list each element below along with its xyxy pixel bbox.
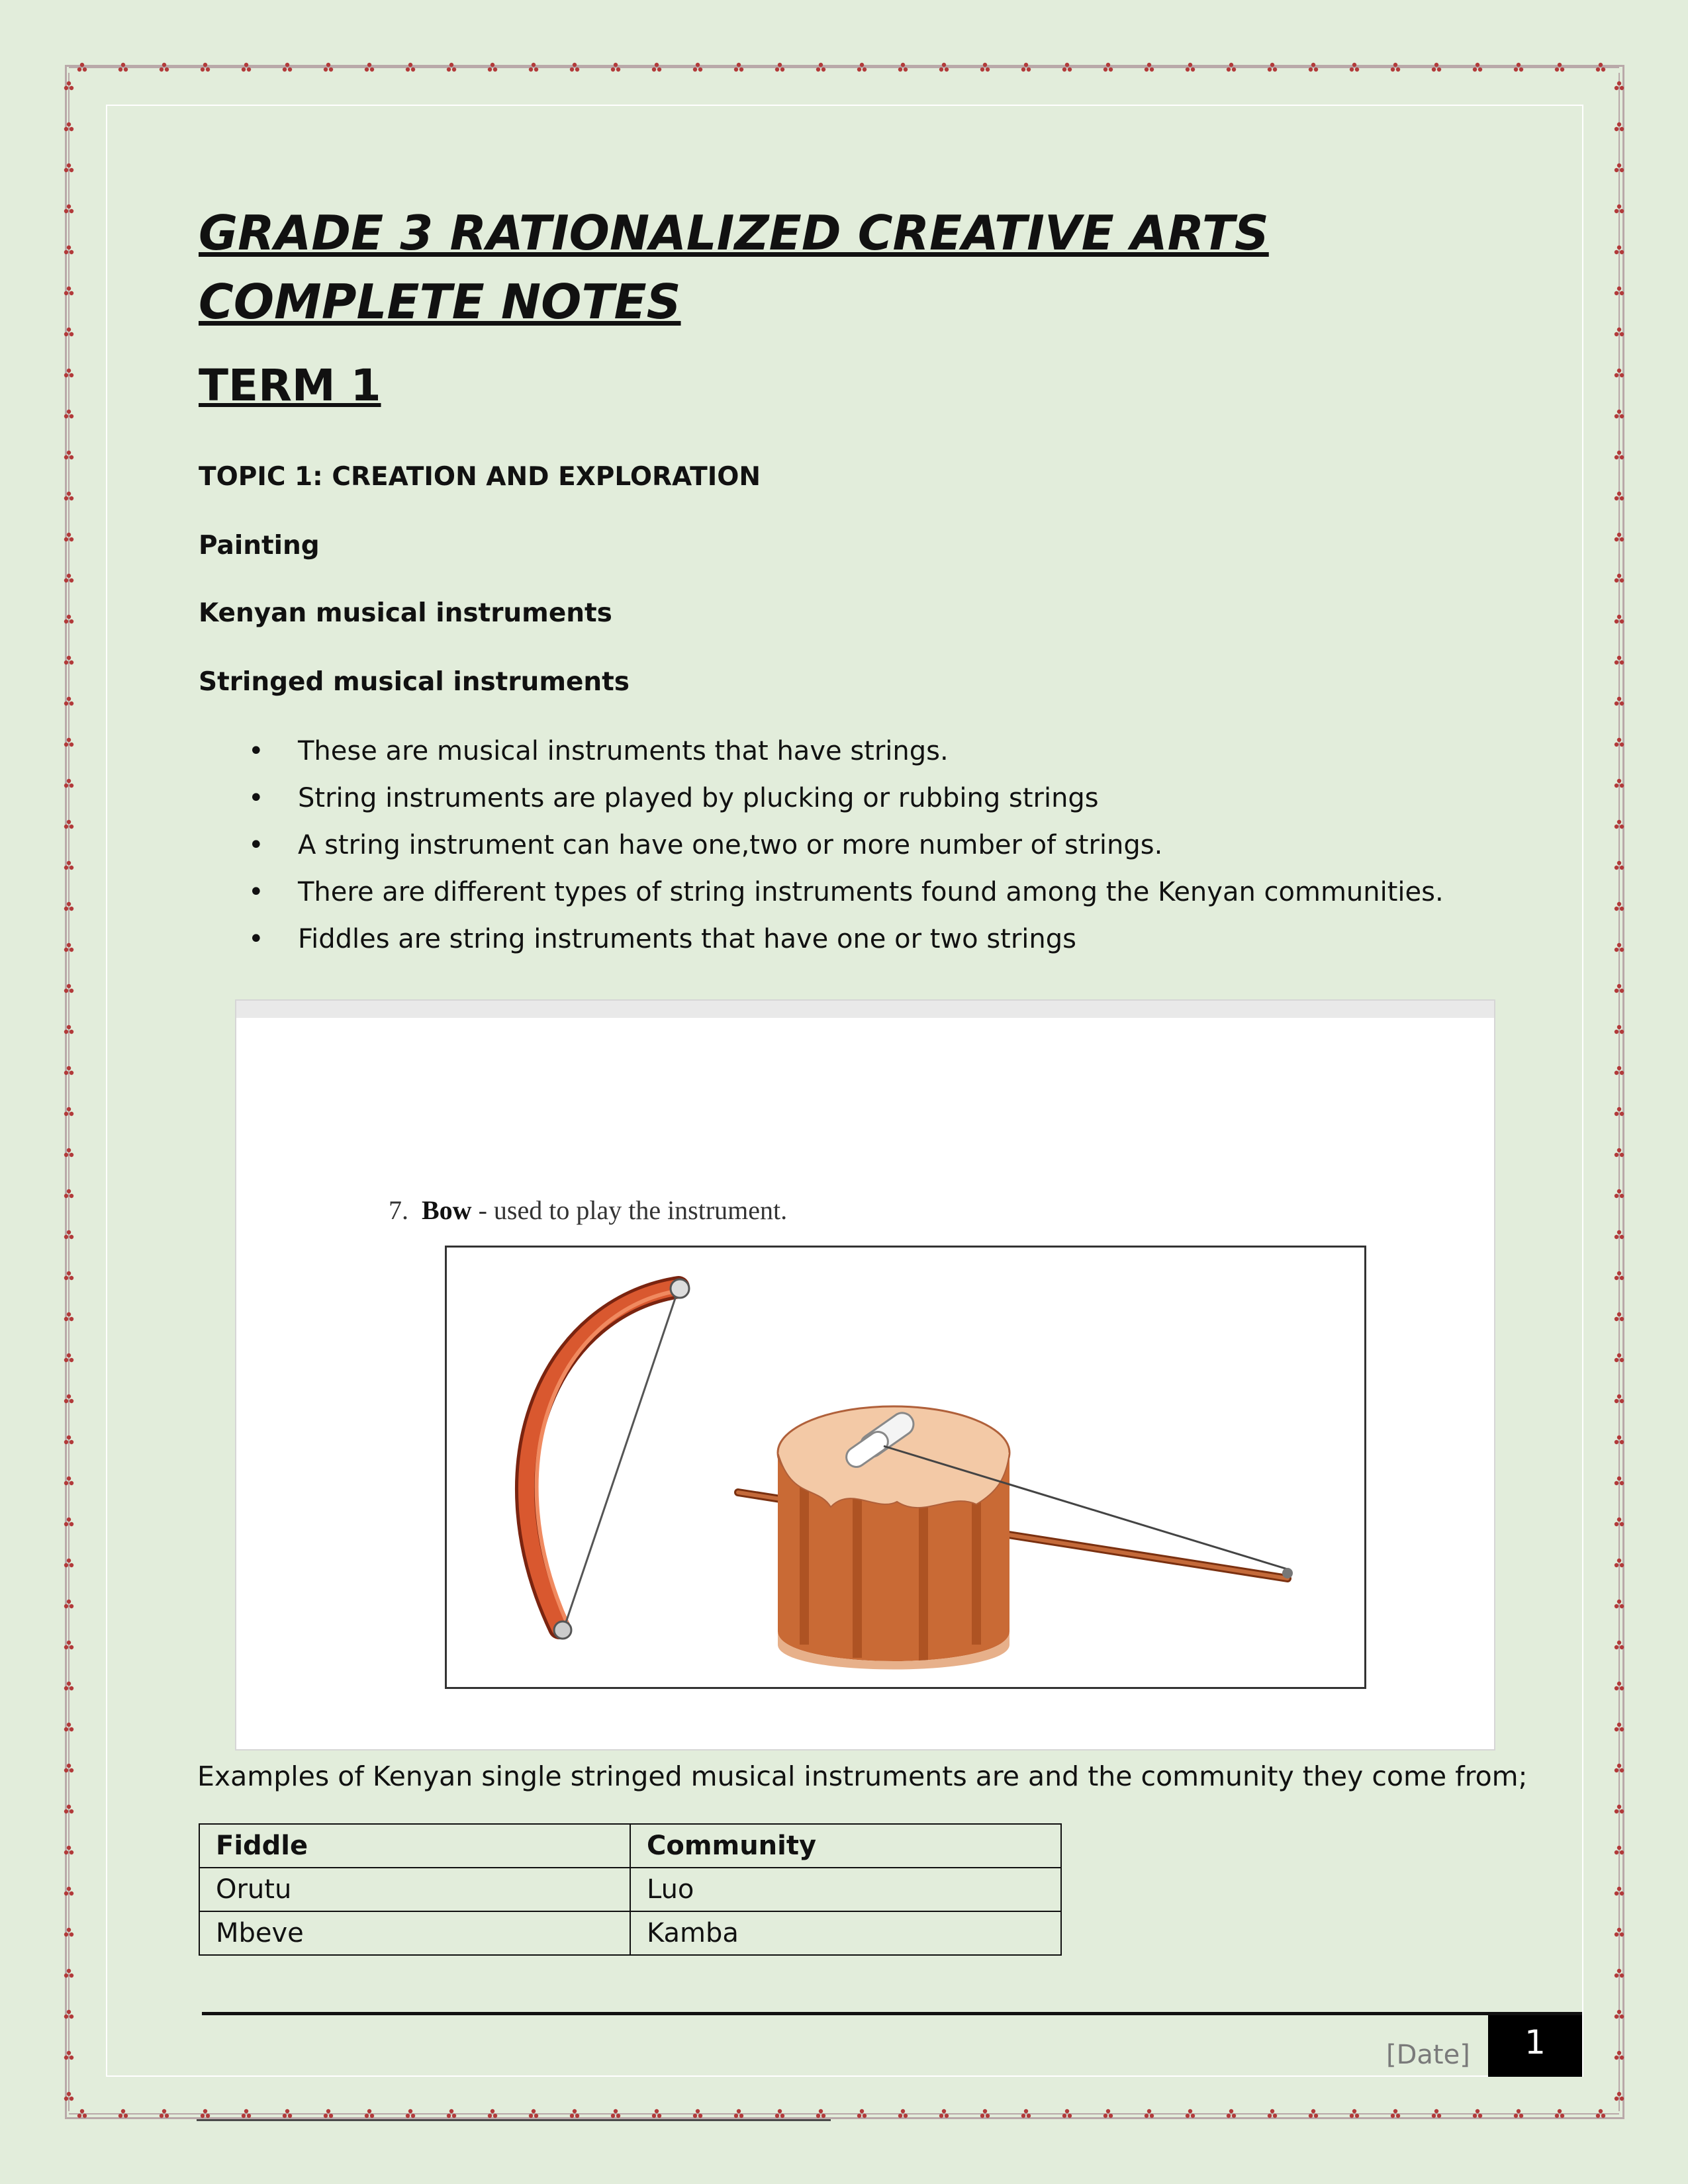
- bullet-list: [199, 728, 1444, 963]
- bullet-text: These are musical instruments that have strings.: [298, 736, 949, 766]
- table-cell: Mbeve: [199, 1911, 630, 1955]
- caption-term: Bow: [422, 1195, 472, 1225]
- table-cell: Kamba: [630, 1911, 1061, 1955]
- fiddle-illustration: [447, 1248, 1364, 1687]
- bullet-icon: •: [248, 830, 264, 860]
- bottom-underline: [197, 2119, 831, 2121]
- table-header-row: [199, 1824, 1061, 1868]
- examples-text: Examples of Kenyan single stringed musical instruments are and the community they come from;: [197, 1760, 1528, 1792]
- border-ornament-left: [60, 73, 78, 2111]
- footer-date: [Date]: [1386, 2040, 1470, 2070]
- table-cell: Luo: [630, 1868, 1061, 1911]
- bullet-icon: •: [248, 877, 264, 907]
- bullet-text: There are different types of string instruments found among the Kenyan communities.: [298, 877, 1444, 907]
- bullet-text: A string instrument can have one,two or more number of strings.: [298, 830, 1163, 860]
- subheading-stringed-instruments: Stringed musical instruments: [199, 667, 630, 697]
- bullet-text: Fiddles are string instruments that have one or two strings: [298, 924, 1076, 954]
- fiddle-drum-illustration: [738, 1406, 1293, 1670]
- bullet-text: String instruments are played by plucking or rubbing strings: [298, 783, 1099, 813]
- bullet-icon: •: [248, 783, 264, 813]
- page-number: 1: [1524, 2023, 1546, 2062]
- footer-rule: [202, 2012, 1582, 2015]
- document-title: GRADE 3 RATIONALIZED CREATIVE ARTS COMPLETE NOTES: [199, 205, 1269, 330]
- table-row: [199, 1911, 1061, 1955]
- figure-caption: [389, 1195, 787, 1226]
- figure-top-bar: [236, 1001, 1494, 1018]
- list-item: [199, 728, 1444, 775]
- bullet-icon: •: [248, 736, 264, 766]
- caption-number: 7.: [389, 1195, 408, 1225]
- list-item: [199, 916, 1444, 963]
- table-row: [199, 1868, 1061, 1911]
- column-header-fiddle: Fiddle: [199, 1824, 630, 1868]
- subheading-painting: Painting: [199, 531, 320, 561]
- column-header-community: Community: [630, 1824, 1061, 1868]
- list-item: [199, 775, 1444, 822]
- subheading-kenyan-instruments: Kenyan musical instruments: [199, 598, 612, 628]
- caption-description: - used to play the instrument.: [471, 1195, 788, 1225]
- list-item: [199, 869, 1444, 916]
- page-number-box: [1488, 2015, 1582, 2077]
- bullet-icon: •: [248, 924, 264, 954]
- table-cell: Orutu: [199, 1868, 630, 1911]
- bow-illustration: [526, 1279, 689, 1639]
- border-ornament-right: [1610, 73, 1628, 2111]
- document-content: [199, 199, 1509, 954]
- topic-heading: TOPIC 1: CREATION AND EXPLORATION: [199, 462, 761, 492]
- figure-frame: [445, 1246, 1366, 1689]
- instrument-figure: [235, 999, 1495, 1751]
- fiddle-community-table: [199, 1823, 1062, 1956]
- border-ornament-top: [69, 58, 1619, 77]
- list-item: [199, 822, 1444, 869]
- term-heading: TERM 1: [199, 360, 381, 411]
